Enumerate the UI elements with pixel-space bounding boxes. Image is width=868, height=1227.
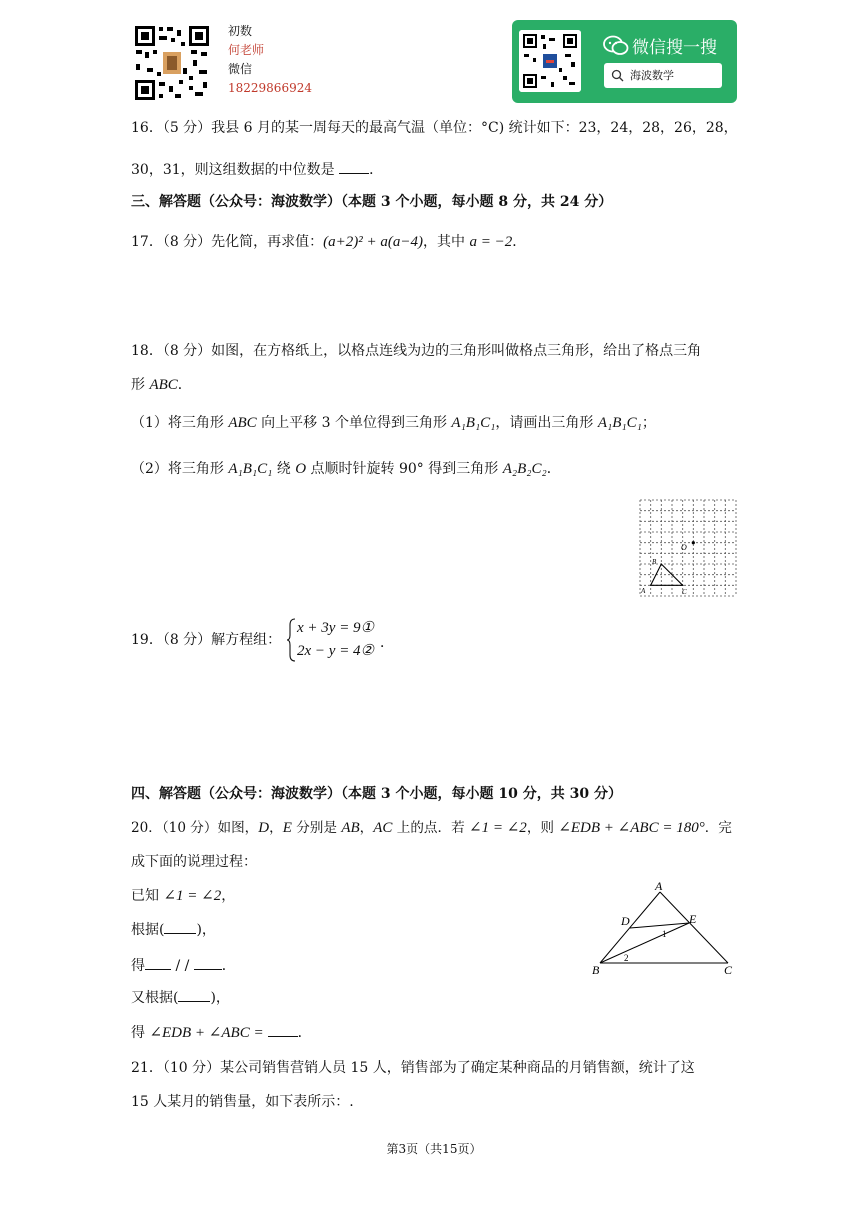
label-angle-2: 2 (624, 953, 629, 963)
qr-code-right (519, 30, 581, 92)
q20-basis1-b: )， (196, 922, 216, 938)
wechat-search-icon (603, 35, 629, 57)
q21-line-2: 15 人某月的销售量，如下表所示：. (131, 1094, 354, 1110)
wechat-search-title: 微信搜一搜 (632, 38, 717, 58)
label-b: B (652, 558, 657, 566)
q18-part-2 (131, 459, 561, 479)
q18-p2g: ． (546, 461, 561, 477)
section-3-title: 三、解答题（公众号：海波数学）（本题 3 个小题，每小题 8 分，共 24 分） (131, 194, 613, 210)
q20-basis2-b: )， (210, 990, 230, 1006)
q20-blank-reason-1[interactable] (164, 919, 196, 934)
q17-condition: a = −2 (469, 234, 513, 250)
q20-l1c: ， (359, 820, 374, 836)
q20-l1e: ，则 (526, 820, 559, 836)
q18-grid-figure (638, 498, 738, 598)
qr-code-left (133, 24, 211, 102)
contact-phone: 18229866924 (228, 81, 312, 95)
label-o: O (681, 543, 687, 552)
q18-p2c: 绕 (272, 461, 296, 477)
q18-p1b: ABC (228, 415, 257, 431)
section-4-title: 四、解答题（公众号：海波数学）（本题 3 个小题，每小题 10 分，共 30 分） (131, 786, 622, 802)
q16-line-1: 16．（5 分）我县 6 月的某一周每天的最高气温（单位：°C) 统计如下：23，24，28，26，28， (131, 120, 738, 136)
q20-e: E (282, 820, 292, 836)
q18-line-2 (131, 375, 192, 395)
q20-given (131, 886, 235, 906)
q20-l1d: 上的点．若 (392, 820, 470, 836)
q20-get-2 (131, 1022, 312, 1043)
q20-get-1 (131, 955, 236, 976)
q16-line-2-text: 30，31，则这组数据的中位数是 (131, 162, 340, 178)
q18-p2f: A₂B₂C₂ (502, 461, 547, 477)
q19-brace (286, 618, 296, 662)
q18-p2a: （2）将三角形 (131, 461, 229, 477)
q20-basis2-a: 又根据( (131, 990, 179, 1006)
q20-blank-reason-2[interactable] (178, 987, 210, 1002)
q19-equation-1: x + 3y = 9① (297, 620, 375, 636)
label-a: A (655, 880, 663, 893)
q19-equation-2: 2x − y = 4② (297, 643, 375, 659)
wechat-search-input[interactable] (604, 63, 722, 88)
q20-basis-1 (131, 919, 216, 940)
q18-p1a: （1）将三角形 (131, 415, 229, 431)
label-e: E (689, 912, 697, 926)
q18-triangle-abc: ABC (149, 377, 178, 393)
q19-prefix: 19．（8 分）解方程组： (131, 632, 282, 648)
q17-end: ． (512, 234, 527, 250)
page-footer: 第3页（共15页） (386, 1142, 482, 1156)
q20-blank-line-2[interactable] (194, 955, 222, 970)
q18-line-2c: ． (177, 377, 192, 393)
q17 (131, 232, 526, 252)
q20-line-1 (131, 818, 732, 838)
q18-p2d: O (295, 461, 307, 477)
q18-p1d: A₁B₁C₁ (451, 415, 496, 431)
q18-p1f: A₁B₁C₁ (597, 415, 642, 431)
q18-p1c: 向上平移 3 个单位得到三角形 (256, 415, 452, 431)
q20-get1-a: 得 (131, 958, 145, 974)
q18-p2e: 点顺时针旋转 90° 得到三角形 (306, 461, 503, 477)
q17-prefix: 17．（8 分）先化简，再求值： (131, 234, 324, 250)
q20-blank-angle[interactable] (268, 1022, 298, 1037)
q16-line-2-end: ． (369, 162, 384, 178)
q20-l1b: 分别是 (291, 820, 342, 836)
q19-end: ． (380, 635, 394, 651)
label-a: A (641, 587, 646, 595)
q18-part-1 (131, 413, 656, 433)
q20-blank-line-1[interactable] (145, 955, 171, 970)
q20-cond1: ∠1 = ∠2 (469, 820, 527, 836)
q20-comma: ， (269, 820, 283, 836)
q18-p1g: ； (641, 415, 656, 431)
label-b: B (592, 963, 600, 977)
q20-get1-b: / / (171, 958, 194, 974)
q20-get2-b: ∠EDB + ∠ABC = (149, 1025, 264, 1041)
q20-given-a: 已知 (131, 888, 164, 904)
q20-given-c: ， (221, 888, 236, 904)
magnifier-icon (611, 69, 624, 82)
q20-ac: AC (373, 820, 393, 836)
q17-expression: (a+2)² + a(a−4) (323, 234, 424, 250)
q20-cond2: ∠EDB + ∠ABC = 180° (558, 820, 705, 836)
q20-get2-a: 得 (131, 1025, 150, 1041)
label-angle-1: 1 (662, 929, 667, 939)
q20-basis-2 (131, 987, 230, 1008)
q21-line-1: 21．（10 分）某公司销售营销人员 15 人，销售部为了确定某种商品的月销售额，统计了这 (131, 1060, 695, 1076)
q20-d: D (258, 820, 270, 836)
label-d: D (621, 914, 630, 928)
q18-p1e: ，请画出三角形 (495, 415, 598, 431)
q16-answer-blank[interactable] (339, 159, 369, 174)
label-c: C (724, 963, 733, 977)
q18-line-2a: 形 (131, 377, 150, 393)
q20-basis1-a: 根据( (131, 922, 165, 938)
q17-mid: ，其中 (423, 234, 470, 250)
q20-triangle-figure (588, 880, 740, 980)
point-o (692, 541, 695, 544)
q20-given-b: ∠1 = ∠2 (163, 888, 222, 904)
q20-get1-c: ． (221, 958, 236, 974)
q20-l1f: ．完 (704, 820, 732, 836)
q20-l1a: 20．（10 分）如图， (131, 820, 259, 836)
q20-line-2: 成下面的说理过程： (131, 854, 257, 870)
wechat-search-text: 海波数学 (630, 69, 674, 82)
q20-get2-c: ． (297, 1025, 312, 1041)
contact-line-3: 微信 (228, 62, 253, 76)
q16-line-2 (131, 159, 383, 180)
q20-ab: AB (341, 820, 360, 836)
q18-p2b: A₁B₁C₁ (228, 461, 273, 477)
contact-teacher-name: 何老师 (228, 43, 265, 57)
contact-info (228, 22, 312, 98)
contact-line-1: 初数 (228, 24, 253, 38)
label-c: C (682, 588, 687, 596)
q18-line-1: 18．（8 分）如图，在方格纸上，以格点连线为边的三角形叫做格点三角形，给出了格点三角 (131, 343, 702, 359)
